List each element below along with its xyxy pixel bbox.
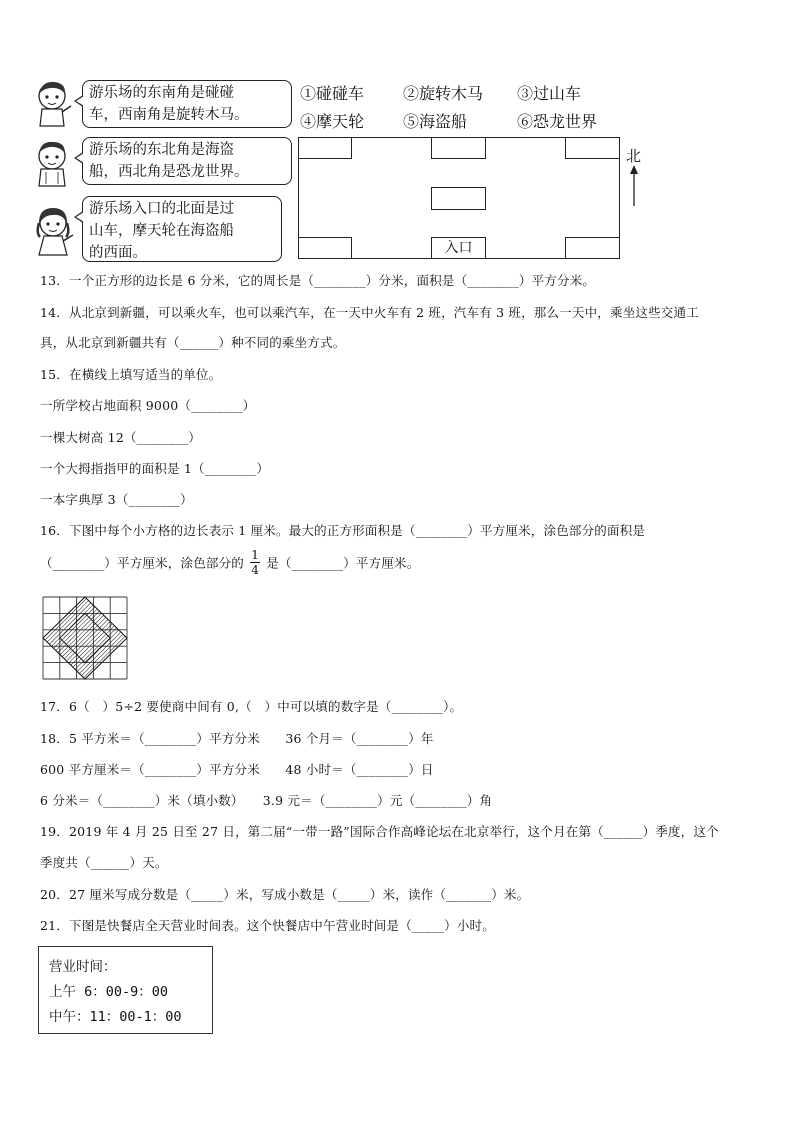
option-3: ③过山车 <box>517 84 582 103</box>
bubble-1-line-1: 游乐场的东南角是碰碰 <box>89 85 234 101</box>
option-6: ⑥恐龙世界 <box>517 112 598 131</box>
question-18-line-2: 600 平方厘米＝（________）平方分米 48 小时＝（________）日 <box>40 762 434 777</box>
bubble-2-line-2: 船，西北角是恐龙世界。 <box>89 164 249 180</box>
boy-figure-2 <box>34 138 74 188</box>
question-18-line-1: 18．5 平方米＝（________）平方分米 36 个月＝（________）年 <box>40 731 434 746</box>
question-16-line-2 <box>40 548 419 582</box>
question-19-line-1: 19．2019 年 4 月 25 日至 27 日，第二届“一带一路”国际合作高峰论坛在北京举行，这个月在第（______）季度，这个 <box>40 824 719 839</box>
question-15-a: 一所学校占地面积 9000（________） <box>40 398 256 413</box>
map-entrance <box>431 237 486 259</box>
fraction-denominator: 4 <box>251 563 260 577</box>
question-21: 21．下图是快餐店全天营业时间表。这个快餐店中午营业时间是（_____）小时。 <box>40 918 495 933</box>
question-19-line-2: 季度共（______）天。 <box>40 855 168 870</box>
question-13: 13．一个正方形的边长是 6 分米，它的周长是（________）分米，面积是（________）平方分米。 <box>40 273 596 288</box>
bubble-3-line-3: 的西面。 <box>89 245 147 261</box>
option-1: ①碰碰车 <box>300 84 365 103</box>
map-box-top-right <box>565 137 620 159</box>
question-15-c: 一个大拇指指甲的面积是 1（________） <box>40 461 270 476</box>
bubble-2-line-1: 游乐场的东北角是海盗 <box>89 142 234 158</box>
schedule-title: 营业时间： <box>49 959 117 975</box>
schedule-morning: 上午 6：00-9：00 <box>49 984 169 1000</box>
question-15-d: 一本字典厚 3（________） <box>40 492 193 507</box>
schedule-noon: 中午：11：00-1：00 <box>49 1009 182 1025</box>
north-label: 北 <box>626 147 642 165</box>
question-16-line-1: 16．下图中每个小方格的边长表示 1 厘米。最大的正方形面积是（________）平方厘米，涂色部分的面积是 <box>40 523 646 538</box>
map-box-top-left <box>298 137 352 159</box>
speech-bubble-2 <box>82 137 292 185</box>
business-hours-box <box>38 946 213 1034</box>
question-16-prefix: （________）平方厘米，涂色部分的 <box>40 555 245 571</box>
fraction-numerator: 1 <box>251 548 260 562</box>
bubble-1-line-2: 车，西南角是旋转木马。 <box>89 107 249 123</box>
map-box-center <box>431 187 486 210</box>
map-box-top-middle <box>431 137 486 159</box>
speech-bubble-1 <box>82 80 292 128</box>
question-15-b: 一棵大树高 12（________） <box>40 430 201 445</box>
option-2: ②旋转木马 <box>403 84 484 103</box>
boy-figure-1 <box>34 78 74 128</box>
question-15: 15．在横线上填写适当的单位。 <box>40 367 222 382</box>
question-17: 17．6（ ）5÷2 要使商中间有 0,（ ）中可以填的数字是（________）。 <box>40 699 463 714</box>
option-5: ⑤海盗船 <box>403 112 468 131</box>
speech-bubble-3 <box>82 196 282 262</box>
option-4: ④摩天轮 <box>300 112 365 131</box>
girl-figure <box>34 205 76 257</box>
park-map <box>298 137 620 259</box>
bubble-3-line-2: 山车，摩天轮在海盗船 <box>89 223 234 239</box>
question-16-suffix: 是（________）平方厘米。 <box>266 555 420 571</box>
shaded-diamond <box>43 597 127 679</box>
question-14-line-1: 14．从北京到新疆，可以乘火车，也可以乘汽车，在一天中火车有 2 班，汽车有 3 班，那么一天中，乘坐这些交通工 <box>40 305 699 320</box>
question-18-line-3: 6 分米＝（________）米（填小数） 3.9 元＝（________）元（________）角 <box>40 793 493 808</box>
north-arrow-icon <box>628 165 640 207</box>
entrance-label: 入口 <box>444 240 473 256</box>
question-14-line-2: 具，从北京到新疆共有（______）种不同的乘坐方式。 <box>40 335 346 350</box>
map-box-bottom-right <box>565 237 620 259</box>
grid-figure <box>42 596 130 680</box>
map-box-bottom-left <box>298 237 352 259</box>
fraction-one-quarter <box>250 548 260 577</box>
bubble-3-line-1: 游乐场入口的北面是过 <box>89 201 234 217</box>
question-20: 20．27 厘米写成分数是（_____）米，写成小数是（_____）米，读作（_______）米。 <box>40 887 530 902</box>
